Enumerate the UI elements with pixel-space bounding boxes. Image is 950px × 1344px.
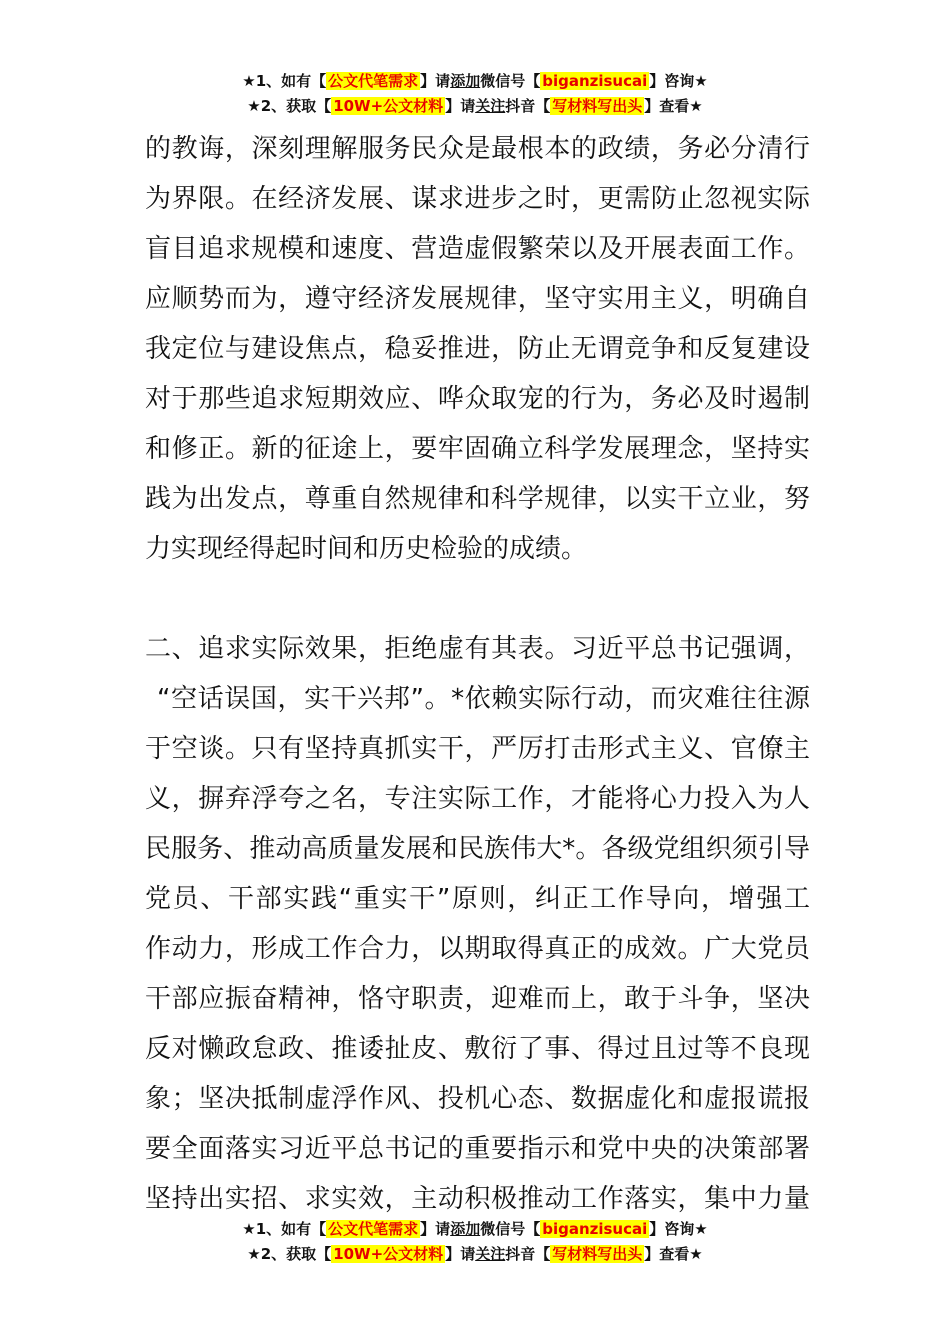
banner-text: 】查看★ <box>644 97 703 115</box>
text-line: 要全面落实习近平总书记的重要指示和党中央的决策部署 <box>145 1134 810 1164</box>
banner-text: 抖音【 <box>505 97 551 115</box>
banner-highlight: 10W+公文材料 <box>333 97 444 115</box>
banner-text: ★1、如有【 <box>242 1220 327 1238</box>
banner-highlight: 写材料写出头 <box>552 1245 643 1263</box>
document-body <box>145 124 810 1224</box>
banner-line-1 <box>0 70 950 95</box>
text-line: 象；坚决抵制虚浮作风、投机心态、数据虚化和虚报谎报 <box>145 1084 810 1114</box>
header-banner <box>0 70 950 120</box>
text-line: 作动力，形成工作合力，以期取得真正的成效。广大党员 <box>145 934 810 964</box>
text-line: 我定位与建设焦点，稳妥推进，防止无谓竞争和反复建设 <box>145 334 810 364</box>
banner-highlight: 公文代笔需求 <box>328 72 419 90</box>
banner-highlight: 10W+公文材料 <box>333 1245 444 1263</box>
banner-text: ★2、获取【 <box>247 97 332 115</box>
text-line: 力实现经得起时间和历史检验的成绩。 <box>145 534 588 564</box>
banner-text: 】请 <box>420 1220 451 1238</box>
banner-text: 】请 <box>445 1245 476 1263</box>
text-line: 盲目追求规模和速度、营造虚假繁荣以及开展表面工作。 <box>145 234 810 264</box>
banner-text: ★1、如有【 <box>242 72 327 90</box>
banner-highlight: 写材料写出头 <box>552 97 643 115</box>
banner-underlined: 关注 <box>475 97 506 115</box>
text-line: 的教诲，深刻理解服务民众是最根本的政绩，务必分清行 <box>145 134 810 164</box>
text-line: 反对懒政怠政、推诿扯皮、敷衍了事、得过且过等不良现 <box>145 1034 810 1064</box>
text-line: 干部应振奋精神，恪守职责，迎难而上，敢于斗争，坚决 <box>145 984 810 1014</box>
text-line: 二、追求实际效果，拒绝虚有其表。习近平总书记强调， <box>145 634 810 664</box>
text-line: 为界限。在经济发展、谋求进步之时，更需防止忽视实际 <box>145 184 810 214</box>
banner-text: 微信号【 <box>480 72 541 90</box>
banner-underlined: 关注 <box>475 1245 506 1263</box>
banner-text: 】咨询★ <box>649 72 708 90</box>
banner-underlined: 添加 <box>450 1220 481 1238</box>
banner-text: 抖音【 <box>505 1245 551 1263</box>
paragraph-gap <box>145 574 810 624</box>
text-line: 和修正。新的征途上，要牢固确立科学发展理念，坚持实 <box>145 434 810 464</box>
text-line: 对于那些追求短期效应、哗众取宠的行为，务必及时遏制 <box>145 384 810 414</box>
banner-line-2 <box>0 1243 950 1268</box>
text-line: 党员、干部实践“重实干”原则，纠正工作导向，增强工 <box>145 884 810 914</box>
banner-text: 】请 <box>420 72 451 90</box>
text-line: 坚持出实招、求实效，主动积极推动工作落实，集中力量 <box>145 1184 810 1214</box>
banner-highlight: biganzisucai <box>542 1220 648 1238</box>
text-line: “空话误国，实干兴邦”。*依赖实际行动，而灾难往往源 <box>157 684 810 714</box>
footer-banner <box>0 1218 950 1268</box>
banner-text: 微信号【 <box>480 1220 541 1238</box>
text-line: 义，摒弃浮夸之名，专注实际工作，才能将心力投入为人 <box>145 784 810 814</box>
text-line: 应顺势而为，遵守经济发展规律，坚守实用主义，明确自 <box>145 284 810 314</box>
banner-underlined: 添加 <box>450 72 481 90</box>
banner-line-2 <box>0 95 950 120</box>
banner-line-1 <box>0 1218 950 1243</box>
banner-text: 】咨询★ <box>649 1220 708 1238</box>
banner-text: ★2、获取【 <box>247 1245 332 1263</box>
banner-highlight: biganzisucai <box>542 72 648 90</box>
banner-text: 】查看★ <box>644 1245 703 1263</box>
banner-text: 】请 <box>445 97 476 115</box>
text-line: 民服务、推动高质量发展和民族伟大*。各级党组织须引导 <box>145 834 810 864</box>
text-line: 于空谈。只有坚持真抓实干，严厉打击形式主义、官僚主 <box>145 734 810 764</box>
banner-highlight: 公文代笔需求 <box>328 1220 419 1238</box>
text-line: 践为出发点，尊重自然规律和科学规律，以实干立业，努 <box>145 484 810 514</box>
